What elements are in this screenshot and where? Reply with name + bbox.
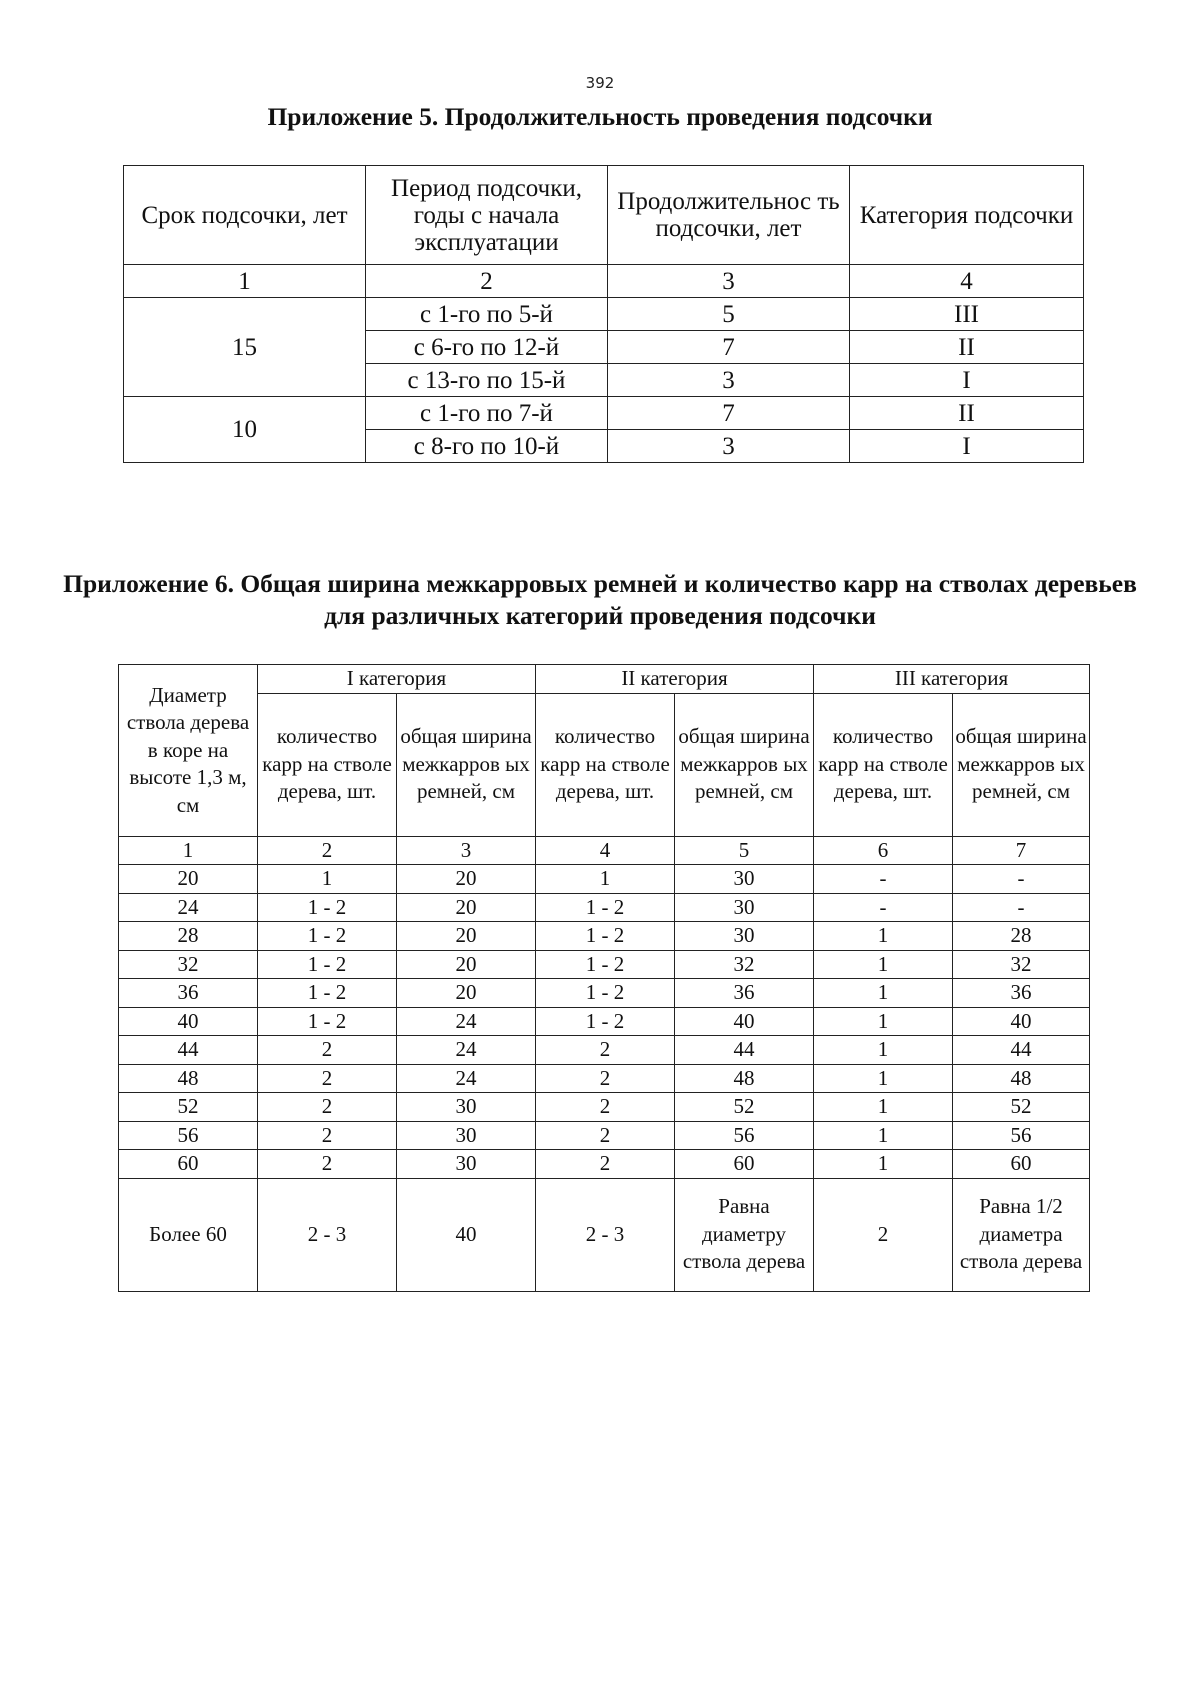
table-row — [119, 979, 1090, 1008]
width-cell-cat2: 32 — [675, 950, 814, 979]
count-cell-cat2: 1 - 2 — [536, 979, 675, 1008]
diameter-cell: 56 — [119, 1121, 258, 1150]
width-cell-cat1: 20 — [397, 979, 536, 1008]
width-cell-cat1: 24 — [397, 1007, 536, 1036]
count-cell-cat1: 2 - 3 — [258, 1178, 397, 1291]
duration-cell: 7 — [608, 331, 850, 364]
column-number: 2 — [366, 265, 608, 298]
header-cell-period: Период подсочки, годы с начала эксплуатации — [366, 166, 608, 265]
count-cell-cat3: 1 — [814, 1007, 953, 1036]
page-number: 392 — [585, 74, 615, 92]
header-cell-width: общая ширина межкарров ых ремней, см — [675, 693, 814, 836]
appendix-6-title: Приложение 6. Общая ширина межкарровых ремней и количество карр на стволах деревьев для различных категорий проведения подсочки — [63, 569, 1137, 630]
count-cell-cat3: 1 — [814, 1121, 953, 1150]
count-cell-cat3: 2 — [814, 1178, 953, 1291]
count-cell-cat2: 2 — [536, 1064, 675, 1093]
count-cell-cat1: 1 - 2 — [258, 922, 397, 951]
width-cell-cat3: 44 — [953, 1036, 1090, 1065]
table-row — [119, 1121, 1090, 1150]
count-cell-cat2: 2 - 3 — [536, 1178, 675, 1291]
appendix-6-table-body — [119, 665, 1090, 1292]
width-cell-cat1: 30 — [397, 1121, 536, 1150]
count-cell-cat3: 1 — [814, 1150, 953, 1179]
diameter-cell: 60 — [119, 1150, 258, 1179]
count-cell-cat3: - — [814, 865, 953, 894]
category-cell: II — [850, 331, 1084, 364]
header-cell-count: количество карр на стволе дерева, шт. — [814, 693, 953, 836]
count-cell-cat2: 1 - 2 — [536, 922, 675, 951]
width-cell-cat1: 40 — [397, 1178, 536, 1291]
table-row — [119, 1150, 1090, 1179]
width-cell-cat2: 40 — [675, 1007, 814, 1036]
width-cell-cat3: 40 — [953, 1007, 1090, 1036]
width-cell-cat2: 56 — [675, 1121, 814, 1150]
diameter-cell: 36 — [119, 979, 258, 1008]
count-cell-cat1: 1 - 2 — [258, 979, 397, 1008]
diameter-cell: 52 — [119, 1093, 258, 1122]
column-numbering-row — [119, 836, 1090, 865]
width-cell-cat3: - — [953, 865, 1090, 894]
table-row — [119, 950, 1090, 979]
width-cell-cat3: 56 — [953, 1121, 1090, 1150]
width-cell-cat2: 52 — [675, 1093, 814, 1122]
count-cell-cat3: - — [814, 893, 953, 922]
count-cell-cat2: 1 — [536, 865, 675, 894]
header-cell-count: количество карр на стволе дерева, шт. — [258, 693, 397, 836]
width-cell-cat2: 36 — [675, 979, 814, 1008]
column-number: 1 — [124, 265, 366, 298]
count-cell-cat3: 1 — [814, 1036, 953, 1065]
category-cell: I — [850, 430, 1084, 463]
table-row — [124, 397, 1084, 430]
column-number: 1 — [119, 836, 258, 865]
term-cell: 10 — [124, 397, 366, 463]
header-cell-term: Срок подсочки, лет — [124, 166, 366, 265]
count-cell-cat1: 2 — [258, 1064, 397, 1093]
width-cell-cat2: 30 — [675, 893, 814, 922]
table-row — [119, 1007, 1090, 1036]
width-cell-cat2: 60 — [675, 1150, 814, 1179]
period-cell: с 1-го по 5-й — [366, 298, 608, 331]
width-cell-cat1: 20 — [397, 865, 536, 894]
category-cell: II — [850, 397, 1084, 430]
width-cell-cat2: Равна диаметру ствола дерева — [675, 1178, 814, 1291]
width-cell-cat3: 52 — [953, 1093, 1090, 1122]
table-row — [119, 1178, 1090, 1291]
table-header-row — [124, 166, 1084, 265]
header-cell-category-1: I категория — [258, 665, 536, 694]
table-row — [124, 298, 1084, 331]
diameter-cell: 32 — [119, 950, 258, 979]
count-cell-cat1: 1 - 2 — [258, 893, 397, 922]
column-number: 5 — [675, 836, 814, 865]
column-number: 7 — [953, 836, 1090, 865]
duration-cell: 5 — [608, 298, 850, 331]
diameter-cell: 28 — [119, 922, 258, 951]
column-number: 3 — [397, 836, 536, 865]
diameter-cell: 40 — [119, 1007, 258, 1036]
width-cell-cat1: 20 — [397, 922, 536, 951]
width-cell-cat2: 30 — [675, 922, 814, 951]
appendix-6-table — [118, 664, 1090, 1292]
column-number: 3 — [608, 265, 850, 298]
width-cell-cat3: 48 — [953, 1064, 1090, 1093]
count-cell-cat2: 2 — [536, 1150, 675, 1179]
table-row — [119, 865, 1090, 894]
width-cell-cat3: 28 — [953, 922, 1090, 951]
period-cell: с 6-го по 12-й — [366, 331, 608, 364]
count-cell-cat2: 2 — [536, 1093, 675, 1122]
count-cell-cat1: 1 - 2 — [258, 950, 397, 979]
diameter-cell: Более 60 — [119, 1178, 258, 1291]
width-cell-cat3: 32 — [953, 950, 1090, 979]
width-cell-cat1: 30 — [397, 1093, 536, 1122]
width-cell-cat3: 60 — [953, 1150, 1090, 1179]
width-cell-cat3: Равна 1/2 диаметра ствола дерева — [953, 1178, 1090, 1291]
header-cell-width: общая ширина межкарров ых ремней, см — [397, 693, 536, 836]
table-row — [119, 1093, 1090, 1122]
count-cell-cat3: 1 — [814, 950, 953, 979]
sub-header-row — [119, 693, 1090, 836]
count-cell-cat2: 1 - 2 — [536, 1007, 675, 1036]
width-cell-cat3: 36 — [953, 979, 1090, 1008]
table-row — [119, 1064, 1090, 1093]
count-cell-cat1: 1 — [258, 865, 397, 894]
width-cell-cat1: 30 — [397, 1150, 536, 1179]
appendix-5-table-body — [124, 166, 1084, 463]
column-numbering-row — [124, 265, 1084, 298]
count-cell-cat2: 2 — [536, 1036, 675, 1065]
count-cell-cat3: 1 — [814, 922, 953, 951]
width-cell-cat3: - — [953, 893, 1090, 922]
count-cell-cat3: 1 — [814, 979, 953, 1008]
period-cell: с 8-го по 10-й — [366, 430, 608, 463]
duration-cell: 3 — [608, 430, 850, 463]
period-cell: с 1-го по 7-й — [366, 397, 608, 430]
count-cell-cat1: 1 - 2 — [258, 1007, 397, 1036]
count-cell-cat1: 2 — [258, 1093, 397, 1122]
category-cell: I — [850, 364, 1084, 397]
count-cell-cat3: 1 — [814, 1064, 953, 1093]
header-cell-count: количество карр на стволе дерева, шт. — [536, 693, 675, 836]
category-cell: III — [850, 298, 1084, 331]
category-header-row — [119, 665, 1090, 694]
width-cell-cat2: 48 — [675, 1064, 814, 1093]
width-cell-cat2: 44 — [675, 1036, 814, 1065]
column-number: 2 — [258, 836, 397, 865]
duration-cell: 7 — [608, 397, 850, 430]
table-row — [119, 922, 1090, 951]
width-cell-cat1: 24 — [397, 1036, 536, 1065]
width-cell-cat2: 30 — [675, 865, 814, 894]
width-cell-cat1: 20 — [397, 950, 536, 979]
count-cell-cat3: 1 — [814, 1093, 953, 1122]
header-cell-width: общая ширина межкарров ых ремней, см — [953, 693, 1090, 836]
width-cell-cat1: 24 — [397, 1064, 536, 1093]
count-cell-cat1: 2 — [258, 1121, 397, 1150]
diameter-cell: 48 — [119, 1064, 258, 1093]
header-cell-category: Категория подсочки — [850, 166, 1084, 265]
appendix-5-title: Приложение 5. Продолжительность проведения подсочки — [267, 102, 933, 131]
header-cell-category-2: II категория — [536, 665, 814, 694]
column-number: 6 — [814, 836, 953, 865]
header-cell-diameter: Диаметр ствола дерева в коре на высоте 1,3 м, см — [119, 665, 258, 837]
width-cell-cat1: 20 — [397, 893, 536, 922]
column-number: 4 — [850, 265, 1084, 298]
appendix-5-table — [123, 165, 1084, 463]
count-cell-cat1: 2 — [258, 1036, 397, 1065]
count-cell-cat2: 1 - 2 — [536, 950, 675, 979]
period-cell: с 13-го по 15-й — [366, 364, 608, 397]
diameter-cell: 44 — [119, 1036, 258, 1065]
duration-cell: 3 — [608, 364, 850, 397]
table-row — [119, 893, 1090, 922]
count-cell-cat2: 1 - 2 — [536, 893, 675, 922]
column-number: 4 — [536, 836, 675, 865]
table-row — [119, 1036, 1090, 1065]
diameter-cell: 24 — [119, 893, 258, 922]
header-cell-category-3: III категория — [814, 665, 1090, 694]
term-cell: 15 — [124, 298, 366, 397]
diameter-cell: 20 — [119, 865, 258, 894]
count-cell-cat1: 2 — [258, 1150, 397, 1179]
header-cell-duration: Продолжительнос ть подсочки, лет — [608, 166, 850, 265]
count-cell-cat2: 2 — [536, 1121, 675, 1150]
